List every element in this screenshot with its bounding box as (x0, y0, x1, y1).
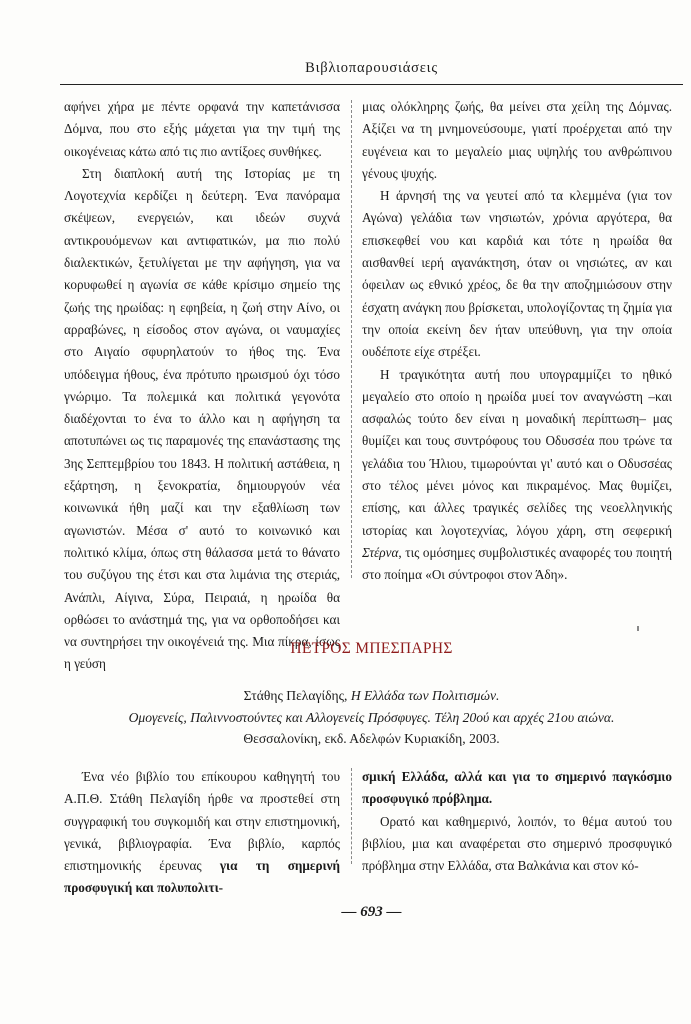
bold-text: για τη σημερινή προσφυγική και πολυπολιτι- (64, 858, 340, 896)
book-subtitle: Ομογενείς, Παλιννοστούντες και Αλλογενείς Πρόσφυγες. Τέλη 20ού και αρχές 21ου αιώνα. (128, 709, 615, 725)
paragraph: αφήνει χήρα με πέντε ορφανά την καπετάνισσα Δόμνα, που στο εξής μάχεται για την τιμή της οικογένειας κάτω από τις πιο αντίξοες συνθήκες. (64, 99, 340, 159)
paragraph (64, 766, 340, 900)
margin-mark (637, 626, 639, 631)
text-run: Η τραγικότητα αυτή που υπογραμμίζει το ηθικό μεγαλείο στο οποίο η ηρωίδα μυεί τον αναγνώστη –και ασφαλώς τούτο δεν είναι η μοναδική περίπτωση– μας θυμίζει και τους συντρόφους του Οδυσσέα που τρώνε τα γελάδια του Ήλιου, τιμωρούνται γι' αυτό και ο Οδυσσέας στο τέλος μένει μόνος και πικραμένος. Μας θυμίζει, επίσης, και άλλες τραγικές σελίδες της νεοελληνικής ιστορίας και λογοτεχνίας, λόγου χάρη, στη σεφερική (362, 366, 672, 538)
paragraph (362, 766, 672, 811)
book-author: Στάθης Πελαγίδης, (243, 688, 351, 703)
text-run: , τις ομόσημες συμβολιστικές αναφορές του ποιητή στο ποίημα «Οι σύντροφοι στον Άδη». (362, 544, 672, 583)
publication-info: Θεσσαλονίκη, εκδ. Αδελφών Κυριακίδη, 2003. (243, 731, 500, 746)
book-reference (60, 685, 683, 750)
top-left-column (64, 96, 340, 676)
running-header: Βιβλιοπαρουσιάσεις (305, 60, 438, 76)
paragraph: Η άρνησή της να γευτεί από τα κλεμμένα (για τον Αγώνα) γελάδια των νησιωτών, χρόνια αργότερα, θα επισκεφθεί νου και καρδιά και τότε η ηρωίδα θα αισθανθεί ιερή αγανάκτηση, όταν οι νησιώτες, αν και όφειλαν ως εθνικό χρέος, δε θα την αποζημιώσουν στην έσχατη ανάγκη που βρίσκεται, υπολογίζοντας τη ζημία για την οποία εκείνη δεν ήταν υπεύθυνη, για την οποία ουδέποτε είχε στρέξει. (362, 188, 672, 360)
bottom-left-column (64, 766, 340, 900)
paragraph: Στη διαπλοκή αυτή της Ιστορίας με τη Λογοτεχνία κερδίζει η δεύτερη. Ένα πανόραμα σκέψεων, ενεργειών, και ιδεών συχνά αντικρουόμενων και αντιφατικών, μα πιο πολύ διαλεκτικών, ξετυλίγεται με την αφήγηση, για να κορυφωθεί η αγωνία σε κάθε κρίσιμο σημείο της ζωής της ηρωίδας: η εφηβεία, η ζωή στην Αίνο, οι αρραβώνες, η είσοδος στον αγώνα, οι ναυμαχίες στο Αιγαίο σφυρηλατούν το ήθος της. Ένα υπόδειγμα ήθους, ένα πρότυπο ηρωισμού όχι τόσο γνώριμο. Τα πολεμικά και πολιτικά γεγονότα διαδέχονται το ένα το άλλο και η αφήγηση τα αποτυπώνει ως τις παραμονές της επανάστασης της 3ης Σεπτεμβρίου του 1843. Η πολιτική αστάθεια, η εξάρτηση, η ξενοκρατία, δημιουργούν νέα κοινωνικά ήθη μαζί και την εξαθλίωση των αγωνιστών. Μέσα σ' αυτό το κοινωνικό και πολιτικό κλίμα, όπως στη θάλασσα μετά το θάνατο του συζύγου της έτσι και στα λιμάνια της στεριάς, Ανάπλι, Αίγινα, Σύρα, Πειραιά, η ηρωίδα θα ορθώσει το ανάστημά της, για να ορθοποδήσει και να συντηρήσει την οικογένειά της. Μια πίκρα, ίσως η γεύση (64, 165, 340, 672)
review-author: ΠΕΤΡΟΣ ΜΠΕΣΠΑΡΗΣ (290, 640, 453, 657)
paragraph: μιας ολόκληρης ζωής, θα μείνει στα χείλη της Δόμνας. Αξίζει να τη μνημονεύσουμε, γιατί προέρχεται από την ευγένεια και το μεγαλείο μιας υψηλής του ανθρώπινου γένους ψυχής. (362, 99, 672, 181)
column-divider (351, 768, 352, 864)
paragraph (362, 364, 672, 587)
italic-title: Στέρνα (362, 544, 399, 560)
header-rule (60, 84, 683, 85)
bold-text: σμική Ελλάδα, αλλά και για το σημερινό παγκόσμιο προσφυγικό πρόβλημα. (362, 769, 672, 807)
paragraph: Ορατό και καθημερινό, λοιπόν, το θέμα αυτού του βιβλίου, μια και αναφέρεται στο σημερινό προσφυγικό πρόβλημα στην Ελλάδα, στα Βαλκάνια και στον κό- (362, 813, 672, 874)
bottom-right-column (362, 766, 672, 877)
top-right-column (362, 96, 672, 587)
page-number: — 693 — (341, 904, 402, 920)
column-divider (351, 100, 352, 578)
book-title: Η Ελλάδα των Πολιτισμών. (350, 688, 500, 703)
reference-line (60, 685, 683, 707)
text-run: Ένα νέο βιβλίο του επίκουρου καθηγητή του Α.Π.Θ. Στάθη Πελαγίδη ήρθε να προστεθεί στη συγγραφική του συγκομιδή και στην επιστημονική, γενικά, βιβλιογραφία. Ένα βιβλίο, καρπός επιστημονικής έρευνας (64, 769, 340, 874)
